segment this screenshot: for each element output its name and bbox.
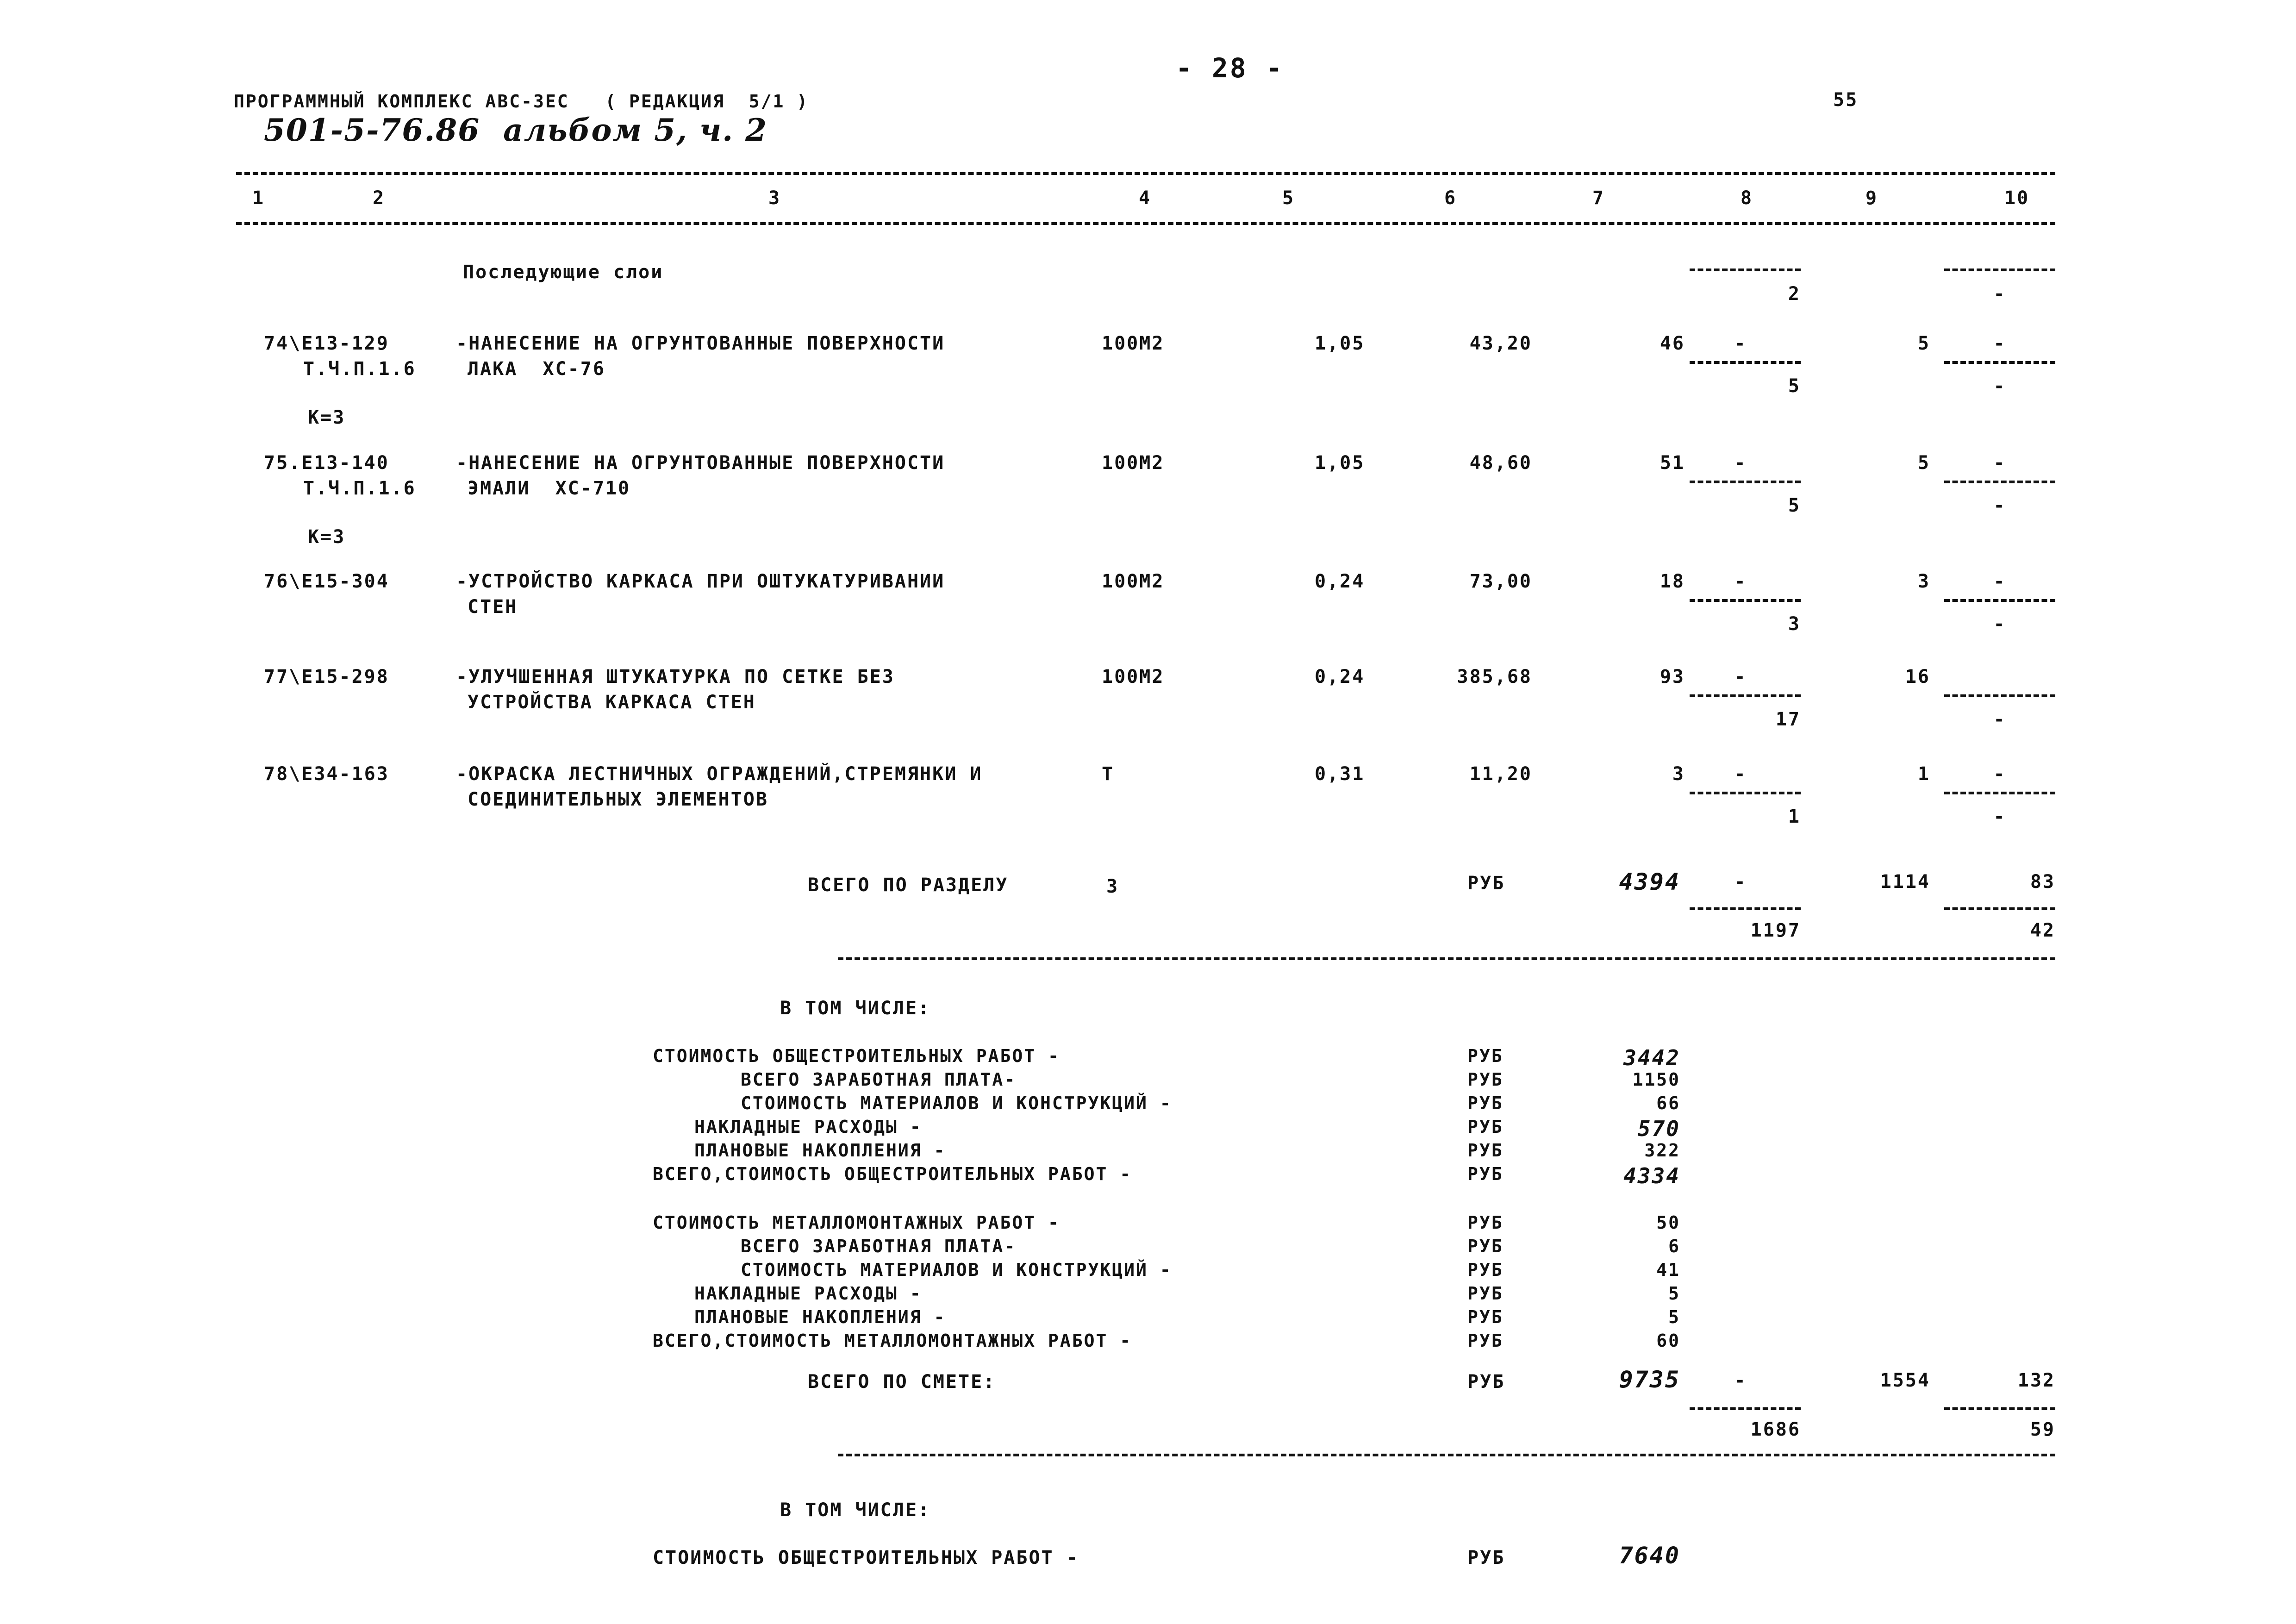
section-total-rule: [838, 957, 2055, 960]
row-c10: -: [1993, 452, 2006, 474]
estimate-total-c8b: 1686: [1750, 1419, 1801, 1440]
section-total-c10: 83: [2030, 871, 2055, 893]
row-total: 93: [1660, 666, 1685, 687]
row-code: 76\E15-304: [264, 571, 389, 592]
section-total-rule-c8: [1690, 907, 1801, 910]
including-label-2: В ТОМ ЧИСЛЕ:: [780, 1499, 930, 1521]
row-code: 77\E15-298: [264, 666, 389, 687]
row-c8-rule: [1690, 694, 1801, 697]
row-total: 46: [1660, 333, 1685, 354]
breakdown-value: 6: [1668, 1236, 1680, 1256]
breakdown-unit: РУБ: [1467, 1283, 1504, 1304]
row-c10b: -: [1993, 709, 2006, 730]
estimate-total-rule-c8: [1690, 1407, 1801, 1410]
row-c9: 1: [1917, 763, 1930, 785]
section-rule-c8: [1690, 269, 1801, 271]
breakdown-value: 60: [1656, 1330, 1680, 1351]
row-unit: 100М2: [1102, 571, 1165, 592]
row-unit: 100М2: [1102, 666, 1165, 687]
column-header-5: 5: [1282, 187, 1295, 209]
estimate-total-rule: [838, 1454, 2055, 1456]
breakdown-unit: РУБ: [1467, 1212, 1504, 1233]
breakdown-unit: РУБ: [1467, 1046, 1504, 1066]
row-c8: -: [1734, 666, 1747, 687]
row-c9: 5: [1917, 452, 1930, 474]
row-price: 11,20: [1469, 763, 1532, 785]
row-description-1: -УЛУЧШЕННАЯ ШТУКАТУРКА ПО СЕТКЕ БЕЗ: [456, 666, 895, 687]
program-header: ПРОГРАММНЫЙ КОМПЛЕКС АВС-3ЕС ( РЕДАКЦИЯ 5/1 ): [234, 91, 809, 112]
header-rule-bottom: [236, 222, 2055, 225]
breakdown-value: 4334: [1623, 1163, 1680, 1188]
row-c9: 3: [1917, 571, 1930, 592]
breakdown-unit: РУБ: [1467, 1307, 1504, 1327]
section-c10-sub: -: [1993, 283, 2006, 305]
section-total-c4: 3: [1106, 876, 1119, 897]
row-coefficient: К=3: [308, 526, 346, 548]
row-price: 385,68: [1457, 666, 1532, 687]
row-c10b: -: [1993, 375, 2006, 397]
estimate-total-c9: 1554: [1880, 1370, 1930, 1391]
row-c8: -: [1734, 452, 1747, 474]
column-header-9: 9: [1866, 187, 1878, 209]
row-c8b: 5: [1788, 495, 1801, 516]
section-total-c9: 1114: [1880, 871, 1930, 893]
section-total-sum: 4394: [1619, 868, 1680, 895]
breakdown-label: ВСЕГО,СТОИМОСТЬ МЕТАЛЛОМОНТАЖНЫХ РАБОТ -: [653, 1330, 1132, 1351]
column-header-3: 3: [768, 187, 781, 209]
row-quantity: 0,24: [1315, 666, 1365, 687]
row-code: 75.E13-140: [264, 452, 389, 474]
section-total-c8b: 1197: [1750, 920, 1801, 941]
breakdown-value: 322: [1644, 1140, 1680, 1161]
column-header-10: 10: [2004, 187, 2030, 209]
row-description-1: -НАНЕСЕНИЕ НА ОГРУНТОВАННЫЕ ПОВЕРХНОСТИ: [456, 333, 945, 354]
row-c10b: -: [1993, 806, 2006, 827]
breakdown-value: 5: [1668, 1283, 1680, 1304]
breakdown-unit: РУБ: [1467, 1164, 1504, 1184]
breakdown-unit: РУБ: [1467, 1260, 1504, 1280]
row-c9: 5: [1917, 333, 1930, 354]
breakdown-value: 1150: [1632, 1069, 1680, 1090]
final-value: 7640: [1619, 1542, 1680, 1569]
row-code: 74\E13-129: [264, 333, 389, 354]
row-description-1: -УСТРОЙСТВО КАРКАСА ПРИ ОШТУКАТУРИВАНИИ: [456, 571, 945, 592]
row-c10: -: [1993, 333, 2006, 354]
row-c8-rule: [1690, 599, 1801, 602]
breakdown-value: 3442: [1623, 1045, 1680, 1070]
breakdown-unit: РУБ: [1467, 1117, 1504, 1137]
row-coefficient: К=3: [308, 407, 346, 428]
breakdown-label: ВСЕГО ЗАРАБОТНАЯ ПЛАТА-: [741, 1069, 1017, 1090]
row-quantity: 1,05: [1315, 333, 1365, 354]
row-total: 18: [1660, 571, 1685, 592]
row-c8b: 3: [1788, 613, 1801, 635]
row-price: 43,20: [1469, 333, 1532, 354]
breakdown-value: 5: [1668, 1307, 1680, 1327]
section-total-unit: РУБ: [1467, 873, 1505, 894]
row-price: 73,00: [1469, 571, 1532, 592]
row-c9: 16: [1905, 666, 1930, 687]
section-total-c10b: 42: [2030, 920, 2055, 941]
row-total: 3: [1672, 763, 1685, 785]
row-quantity: 1,05: [1315, 452, 1365, 474]
row-c10-rule: [1944, 481, 2055, 483]
breakdown-label: ВСЕГО,СТОИМОСТЬ ОБЩЕСТРОИТЕЛЬНЫХ РАБОТ -: [653, 1164, 1132, 1184]
final-label: СТОИМОСТЬ ОБЩЕСТРОИТЕЛЬНЫХ РАБОТ -: [653, 1547, 1079, 1568]
section-rule-c10: [1944, 269, 2055, 271]
row-description-2: ЭМАЛИ ХС-710: [468, 478, 631, 499]
including-label: В ТОМ ЧИСЛЕ:: [780, 998, 930, 1019]
row-c8b: 1: [1788, 806, 1801, 827]
column-header-7: 7: [1592, 187, 1605, 209]
breakdown-label: СТОИМОСТЬ МАТЕРИАЛОВ И КОНСТРУКЦИЙ -: [741, 1260, 1172, 1280]
section-c8-sub: 2: [1788, 283, 1801, 305]
estimate-total-c10: 132: [2017, 1370, 2055, 1391]
breakdown-label: СТОИМОСТЬ МЕТАЛЛОМОНТАЖНЫХ РАБОТ -: [653, 1212, 1060, 1233]
section-title: Последующие слои: [463, 262, 664, 283]
row-quantity: 0,24: [1315, 571, 1365, 592]
estimate-total-unit: РУБ: [1467, 1371, 1505, 1393]
row-description-2: УСТРОЙСТВА КАРКАСА СТЕН: [468, 692, 756, 713]
breakdown-label: ВСЕГО ЗАРАБОТНАЯ ПЛАТА-: [741, 1236, 1017, 1256]
breakdown-value: 570: [1637, 1116, 1680, 1141]
section-total-rule-c10: [1944, 907, 2055, 910]
column-header-8: 8: [1741, 187, 1753, 209]
row-c8: -: [1734, 571, 1747, 592]
row-c8: -: [1734, 763, 1747, 785]
breakdown-unit: РУБ: [1467, 1069, 1504, 1090]
row-c10: -: [1993, 763, 2006, 785]
row-c10: -: [1993, 571, 2006, 592]
row-c8-rule: [1690, 481, 1801, 483]
column-header-4: 4: [1139, 187, 1152, 209]
estimate-total-c8: -: [1734, 1370, 1747, 1391]
row-total: 51: [1660, 452, 1685, 474]
row-ref: Т.Ч.П.1.6: [303, 478, 416, 499]
section-total-label: ВСЕГО ПО РАЗДЕЛУ: [808, 874, 1009, 896]
row-c8b: 5: [1788, 375, 1801, 397]
breakdown-label: СТОИМОСТЬ МАТЕРИАЛОВ И КОНСТРУКЦИЙ -: [741, 1093, 1172, 1113]
final-unit: РУБ: [1467, 1547, 1505, 1568]
breakdown-unit: РУБ: [1467, 1236, 1504, 1256]
breakdown-label: НАКЛАДНЫЕ РАСХОДЫ -: [694, 1283, 922, 1304]
page-number: - 28 -: [1176, 52, 1284, 84]
row-quantity: 0,31: [1315, 763, 1365, 785]
breakdown-unit: РУБ: [1467, 1093, 1504, 1113]
estimate-total-rule-c10: [1944, 1407, 2055, 1410]
sheet-number: 55: [1833, 89, 1859, 111]
breakdown-label: НАКЛАДНЫЕ РАСХОДЫ -: [694, 1117, 922, 1137]
row-description-2: ЛАКА ХС-76: [468, 358, 605, 380]
row-c8b: 17: [1775, 709, 1801, 730]
row-unit: Т: [1102, 763, 1115, 785]
breakdown-value: 50: [1656, 1212, 1680, 1233]
breakdown-unit: РУБ: [1467, 1140, 1504, 1161]
breakdown-label: ПЛАНОВЫЕ НАКОПЛЕНИЯ -: [694, 1140, 946, 1161]
row-description-2: СОЕДИНИТЕЛЬНЫХ ЭЛЕМЕНТОВ: [468, 789, 768, 810]
row-description-1: -ОКРАСКА ЛЕСТНИЧНЫХ ОГРАЖДЕНИЙ,СТРЕМЯНКИ И: [456, 763, 983, 785]
estimate-total-sum: 9735: [1619, 1366, 1680, 1393]
row-c10b: -: [1993, 495, 2006, 516]
row-code: 78\E34-163: [264, 763, 389, 785]
column-header-2: 2: [373, 187, 386, 209]
breakdown-label: СТОИМОСТЬ ОБЩЕСТРОИТЕЛЬНЫХ РАБОТ -: [653, 1046, 1060, 1066]
header-rule-top: [236, 172, 2055, 175]
row-c10b: -: [1993, 613, 2006, 635]
row-c8-rule: [1690, 361, 1801, 364]
row-c10-rule: [1944, 361, 2055, 364]
column-header-1: 1: [252, 187, 265, 209]
row-c10-rule: [1944, 792, 2055, 794]
row-c10-rule: [1944, 599, 2055, 602]
breakdown-label: ПЛАНОВЫЕ НАКОПЛЕНИЯ -: [694, 1307, 946, 1327]
row-description-1: -НАНЕСЕНИЕ НА ОГРУНТОВАННЫЕ ПОВЕРХНОСТИ: [456, 452, 945, 474]
estimate-total-c10b: 59: [2030, 1419, 2055, 1440]
breakdown-value: 66: [1656, 1093, 1680, 1113]
row-ref: Т.Ч.П.1.6: [303, 358, 416, 380]
row-unit: 100М2: [1102, 452, 1165, 474]
column-header-6: 6: [1444, 187, 1457, 209]
row-price: 48,60: [1469, 452, 1532, 474]
row-c8: -: [1734, 333, 1747, 354]
breakdown-value: 41: [1656, 1260, 1680, 1280]
row-c8-rule: [1690, 792, 1801, 794]
row-unit: 100М2: [1102, 333, 1165, 354]
breakdown-unit: РУБ: [1467, 1330, 1504, 1351]
estimate-total-label: ВСЕГО ПО СМЕТЕ:: [808, 1371, 996, 1393]
row-description-2: СТЕН: [468, 596, 518, 618]
section-total-c8: -: [1734, 871, 1747, 893]
handwritten-reference: 501-5-76.86 альбом 5, ч. 2: [264, 112, 768, 148]
row-c10-rule: [1944, 694, 2055, 697]
